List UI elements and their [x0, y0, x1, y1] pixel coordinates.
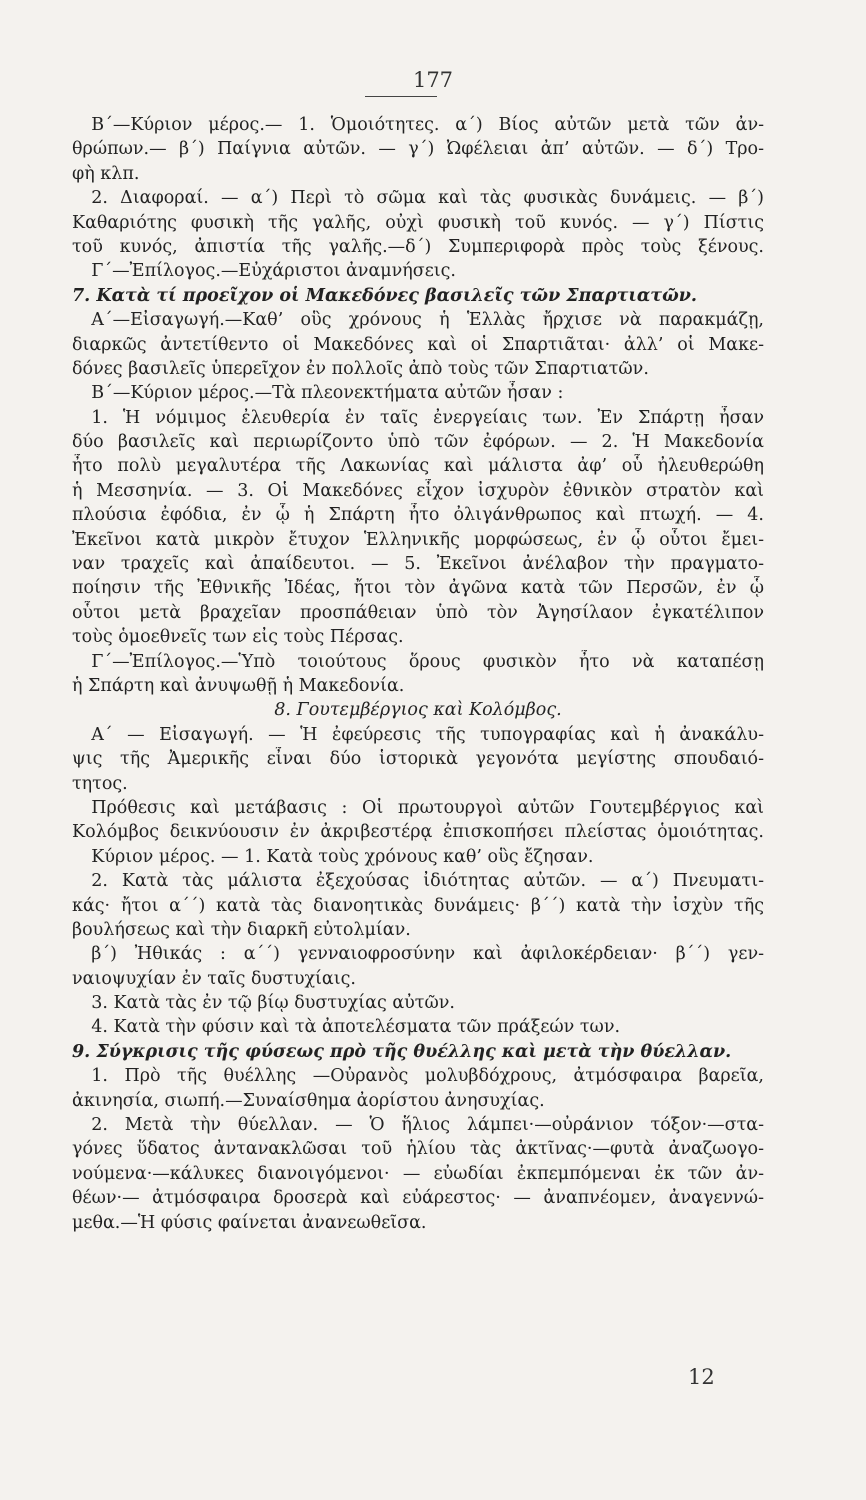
text-line: βουλήσεως καὶ τὴν διαρκῆ εὐτολμίαν.	[72, 919, 411, 940]
text-line: Καθαριότης φυσικὴ τῆς γαλῆς, οὐχὶ φυσικὴ τοῦ κυνός. — γ΄) Πίστις	[72, 212, 764, 233]
text-line: κάς· ἤτοι α΄΄) κατὰ τὰς διανοητικὰς δυνάμεις· β΄΄) κατὰ τὴν ἰσχὺν τῆς	[72, 895, 764, 916]
text-line: 2. Διαφοραί. — α΄) Περὶ τὸ σῶμα καὶ τὰς φυσικὰς δυνάμεις. — β΄)	[91, 188, 764, 209]
header-rule	[365, 96, 437, 97]
text-line: διαρκῶς ἀντετίθεντο οἱ Μακεδόνες καὶ οἱ Σπαρτιᾶται· ἀλλ’ οἱ Μακε-	[72, 334, 764, 355]
text-line: 3. Κατὰ τὰς ἐν τῷ βίῳ δυστυχίας αὐτῶν.	[91, 993, 455, 1014]
text-line: 1. Πρὸ τῆς θυέλλης —Οὐρανὸς μολυβδόχρους, ἀτμόσφαιρα βαρεῖα,	[91, 1066, 764, 1087]
text-line: 2. Μετὰ τὴν θύελλαν. — Ὁ ἥλιος λάμπει·—οὐράνιον τόξον·—στα-	[91, 1115, 764, 1136]
text-line: Β΄—Κύριον μέρος.—Τὰ πλεονεκτήματα αὐτῶν ἦσαν :	[91, 383, 564, 404]
section-heading: 9. Σύγκρισις τῆς φύσεως πρὸ τῆς θυέλλης καὶ μετὰ τὴν θύελλαν.	[72, 1041, 732, 1062]
text-line: τοὺς ὁμοεθνεῖς των εἰς τοὺς Πέρσας.	[72, 627, 404, 648]
section-heading: 7. Κατὰ τί προεῖχον οἱ Μακεδόνες βασιλεῖς τῶν Σπαρτιατῶν.	[72, 285, 697, 306]
text-line: τητος.	[72, 773, 128, 794]
signature-mark: 12	[688, 1365, 715, 1389]
text-line: Πρόθεσις καὶ μετάβασις : Οἱ πρωτουργοὶ αὐτῶν Γουτεμβέργιος καὶ	[91, 797, 764, 818]
text-line: γόνες ὕδατος ἀντανακλῶσαι τοῦ ἡλίου τὰς ἀκτῖνας·—φυτὰ ἀναζωογο-	[72, 1139, 764, 1160]
text-line: μεθα.—Ἡ φύσις φαίνεται ἀνανεωθεῖσα.	[72, 1212, 427, 1233]
text-line: Ἐκεῖνοι κατὰ μικρὸν ἔτυχον Ἑλληνικῆς μορφώσεως, ἐν ᾧ οὗτοι ἔμει-	[72, 529, 764, 550]
text-line: φὴ κλπ.	[72, 163, 140, 184]
text-line: 1. Ἡ νόμιμος ἐλευθερία ἐν ταῖς ἐνεργείαις των. Ἐν Σπάρτῃ ἦσαν	[91, 407, 764, 428]
text-line: Α΄—Εἰσαγωγή.—Καθ’ οὓς χρόνους ἡ Ἑλλὰς ἤρχισε νὰ παρακμάζῃ,	[91, 310, 764, 331]
text-line: Γ΄—Ἐπίλογος.—Εὐχάριστοι ἀναμνήσεις.	[91, 261, 456, 282]
text-line: δόνες βασιλεῖς ὑπερεῖχον ἐν πολλοῖς ἀπὸ τοὺς τῶν Σπαρτιατῶν.	[72, 358, 649, 379]
text-line: ἀκινησία, σιωπή.—Συναίσθημα ἀορίστου ἀνησυχίας.	[72, 1090, 545, 1111]
text-line: ναν τραχεῖς καὶ ἀπαίδευτοι. — 5. Ἐκεῖνοι ἀνέλαβον τὴν πραγματο-	[72, 554, 764, 575]
text-line: δύο βασιλεῖς καὶ περιωρίζοντο ὑπὸ τῶν ἐφόρων. — 2. Ἡ Μακεδονία	[72, 432, 764, 453]
text-line: ἡ Σπάρτη καὶ ἀνυψωθῇ ἡ Μακεδονία.	[72, 675, 405, 696]
text-line: θέων·— ἀτμόσφαιρα δροσερὰ καὶ εὐάρεστος· — ἀναπνέομεν, ἀναγεννώ-	[72, 1188, 764, 1209]
text-line: νούμενα·—κάλυκες διανοιγόμενοι· — εὐωδίαι ἐκπεμπόμεναι ἐκ τῶν ἀν-	[72, 1163, 764, 1184]
page-number: 177	[412, 68, 454, 92]
text-line: Γ΄—Ἐπίλογος.—Ὑπὸ τοιούτους ὅρους φυσικὸν ἦτο νὰ καταπέσῃ	[91, 651, 764, 672]
text-line: ἦτο πολὺ μεγαλυτέρα τῆς Λακωνίας καὶ μάλιστα ἀφ’ οὗ ἠλευθερώθη	[72, 456, 764, 477]
text-line: 4. Κατὰ τὴν φύσιν καὶ τὰ ἀποτελέσματα τῶν πράξεών των.	[91, 1017, 621, 1038]
text-line: ἡ Μεσσηνία. — 3. Οἱ Μακεδόνες εἶχον ἰσχυρὸν ἐθνικὸν στρατὸν καὶ	[72, 480, 764, 501]
text-line: ναιοψυχίαν ἐν ταῖς δυστυχίαις.	[72, 968, 356, 989]
text-line: ψις τῆς Ἀμερικῆς εἶναι δύο ἱστορικὰ γεγονότα μεγίστης σπουδαιό-	[72, 749, 764, 770]
text-line: β΄) Ἠθικάς : α΄΄) γενναιοφροσύνην καὶ ἀφιλοκέρδειαν· β΄΄) γεν-	[91, 944, 764, 965]
section-heading: 8. Γουτεμβέργιος καὶ Κολόμβος.	[274, 700, 562, 721]
text-line: πλούσια ἐφόδια, ἐν ᾧ ἡ Σπάρτη ἦτο ὀλιγάνθρωπος καὶ πτωχή. — 4.	[72, 505, 764, 526]
body-text	[72, 113, 764, 1235]
text-line: τοῦ κυνός, ἀπιστία τῆς γαλῆς.—δ΄) Συμπεριφορὰ πρὸς τοὺς ξένους.	[72, 236, 764, 257]
text-line: Β΄—Κύριον μέρος.— 1. Ὁμοιότητες. α΄) Βίος αὐτῶν μετὰ τῶν ἀν-	[91, 115, 764, 135]
text-line: οὗτοι μετὰ βραχεῖαν προσπάθειαν ὑπὸ τὸν Ἀγησίλαον ἐγκατέλιπον	[72, 602, 764, 623]
text-line: Κολόμβος δεικνύουσιν ἐν ἀκριβεστέρᾳ ἐπισκοπήσει πλείστας ὁμοιότητας.	[72, 822, 764, 843]
text-line: θρώπων.— β΄) Παίγνια αὐτῶν. — γ΄) Ὠφέλειαι ἀπ’ αὐτῶν. — δ΄) Τρο-	[72, 139, 764, 160]
text-line: Α΄ — Εἰσαγωγή. — Ἡ ἐφεύρεσις τῆς τυπογραφίας καὶ ἡ ἀνακάλυ-	[91, 724, 764, 745]
text-line: 2. Κατὰ τὰς μάλιστα ἐξεχούσας ἰδιότητας αὐτῶν. — α΄) Πνευματι-	[91, 871, 764, 892]
text-line: ποίησιν τῆς Ἐθνικῆς Ἰδέας, ἤτοι τὸν ἀγῶνα κατὰ τῶν Περσῶν, ἐν ᾧ	[72, 578, 764, 599]
text-line: Κύριον μέρος. — 1. Κατὰ τοὺς χρόνους καθ’ οὓς ἔζησαν.	[91, 846, 594, 867]
